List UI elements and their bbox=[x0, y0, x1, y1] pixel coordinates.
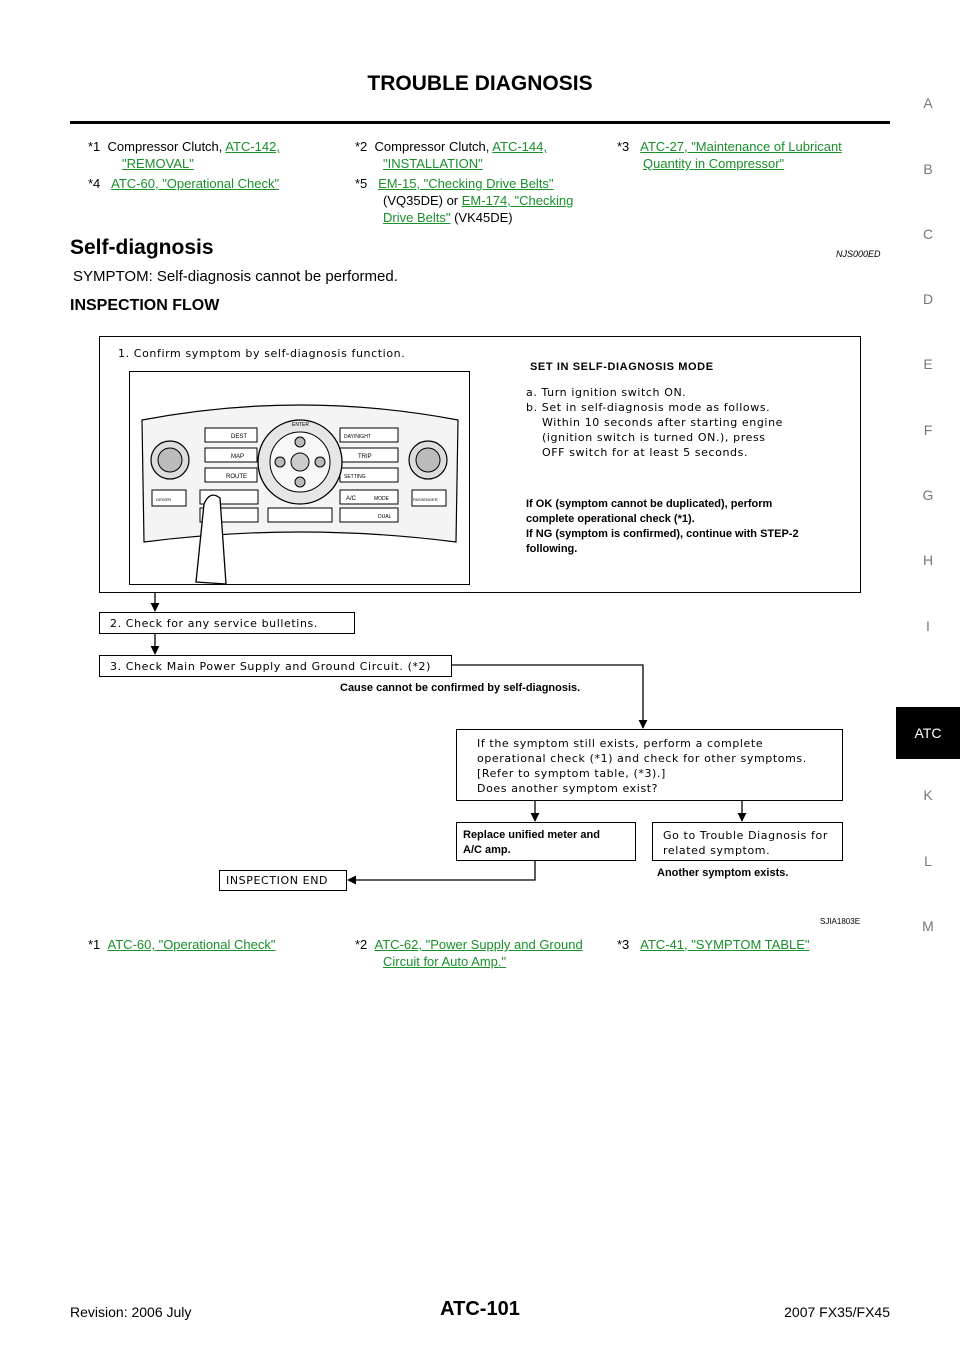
figure-id: SJIA1803E bbox=[820, 917, 861, 926]
side-index-a[interactable]: A bbox=[923, 95, 933, 111]
step-2-box: 2. Check for any service bulletins. bbox=[99, 612, 355, 634]
mode-title: SET IN SELF-DIAGNOSIS MODE bbox=[530, 361, 714, 373]
step-1-text: 1. Confirm symptom by self-diagnosis function. bbox=[118, 347, 406, 360]
page-header-title: TROUBLE DIAGNOSIS bbox=[367, 72, 593, 95]
bottom-ref-2: *2 ATC-62, "Power Supply and Ground Circuit for Auto Amp." bbox=[355, 937, 583, 969]
control-panel-figure bbox=[129, 371, 470, 585]
side-index-k[interactable]: K bbox=[923, 787, 933, 803]
driver-label: DRIVER bbox=[156, 497, 172, 502]
bottom-link-atc-62[interactable]: ATC-62, "Power Supply and Ground bbox=[374, 937, 583, 952]
side-index-c[interactable]: C bbox=[922, 226, 934, 242]
mode-instructions: a. Turn ignition switch ON. b. Set in self-diagnosis mode as follows. Within 10 seconds after starting engine (ignition switch is turned ON.), press OFF switch for at least 5 seconds. bbox=[526, 386, 784, 459]
section-tag: NJS000ED bbox=[836, 249, 881, 259]
bottom-link-atc-60[interactable]: ATC-60, "Operational Check" bbox=[107, 937, 276, 952]
top-ref-4: *4 ATC-60, "Operational Check" bbox=[88, 176, 280, 191]
side-index-b[interactable]: B bbox=[923, 161, 933, 177]
mode-label: MODE bbox=[374, 496, 389, 502]
ac-label: A/C bbox=[346, 496, 357, 502]
side-index-e[interactable]: E bbox=[923, 356, 933, 372]
footer-model: 2007 FX35/FX45 bbox=[784, 1304, 890, 1320]
dual-label: DUAL bbox=[378, 514, 392, 520]
top-ref-2: *2 Compressor Clutch, ATC-144, "INSTALLATION" bbox=[355, 139, 547, 171]
ref-link-lubricant[interactable]: Quantity in Compressor" bbox=[643, 156, 785, 171]
bottom-link-auto-amp[interactable]: Circuit for Auto Amp." bbox=[383, 954, 507, 969]
question-box: If the symptom still exists, perform a complete operational check (*1) and check for other symptoms. [Refer to symptom table, (*3).] Does another symptom exist? bbox=[456, 729, 843, 801]
footer-revision: Revision: 2006 July bbox=[70, 1304, 192, 1320]
ok-ng-instructions: If OK (symptom cannot be duplicated), perform complete operational check (*1). If NG (symptom is confirmed), continue with STEP-2 following. bbox=[526, 498, 799, 555]
ref-link-em-174[interactable]: EM-174, "Checking bbox=[461, 193, 574, 208]
ref-link-atc-144[interactable]: ATC-144, bbox=[492, 139, 547, 154]
section-title: Self-diagnosis bbox=[70, 236, 214, 259]
top-ref-3: *3 ATC-27, "Maintenance of Lubricant Quantity in Compressor" bbox=[617, 139, 842, 171]
step-1-box bbox=[99, 336, 861, 593]
ref-link-em-15[interactable]: EM-15, "Checking Drive Belts" bbox=[378, 176, 554, 191]
ref-link-atc-27[interactable]: ATC-27, "Maintenance of Lubricant bbox=[640, 139, 842, 154]
top-ref-5: *5 EM-15, "Checking Drive Belts" (VQ35DE) or EM-174, "Checking Drive Belts" (VK45DE) bbox=[355, 176, 574, 225]
enter-button[interactable] bbox=[291, 453, 309, 471]
step-3-box: 3. Check Main Power Supply and Ground Circuit. (*2) bbox=[99, 655, 452, 677]
ref-link-removal[interactable]: "REMOVAL" bbox=[122, 156, 194, 171]
cause-note: Cause cannot be confirmed by self-diagnosis. bbox=[340, 682, 581, 694]
side-index-l[interactable]: L bbox=[924, 853, 932, 869]
bottom-link-atc-41[interactable]: ATC-41, "SYMPTOM TABLE" bbox=[640, 937, 810, 952]
map-label: MAP bbox=[231, 454, 245, 460]
footer-page-number: ATC-101 bbox=[440, 1298, 520, 1320]
inspection-flow-title: INSPECTION FLOW bbox=[70, 297, 220, 314]
side-index-f[interactable]: F bbox=[923, 422, 933, 438]
trip-label: TRIP bbox=[358, 454, 372, 460]
symptom-text: SYMPTOM: Self-diagnosis cannot be performed. bbox=[73, 268, 398, 285]
side-index-i[interactable]: I bbox=[926, 618, 930, 634]
side-index-h[interactable]: H bbox=[922, 552, 934, 568]
bottom-ref-3: *3 ATC-41, "SYMPTOM TABLE" bbox=[617, 937, 810, 952]
dest-label: DEST bbox=[231, 434, 248, 440]
goto-box: Go to Trouble Diagnosis for related symptom. bbox=[652, 822, 843, 861]
side-index-d[interactable]: D bbox=[922, 291, 934, 307]
another-note: Another symptom exists. bbox=[657, 867, 789, 879]
side-index-m[interactable]: M bbox=[922, 918, 934, 934]
ref-link-atc-142[interactable]: ATC-142, bbox=[225, 139, 280, 154]
inspection-end-box: INSPECTION END bbox=[219, 870, 347, 891]
side-index-g[interactable]: G bbox=[922, 487, 934, 503]
daynight-label: DAY/NIGHT bbox=[344, 434, 371, 440]
ref-link-atc-60[interactable]: ATC-60, "Operational Check" bbox=[111, 176, 280, 191]
ref-link-drive-belts[interactable]: Drive Belts" bbox=[383, 210, 451, 225]
control-panel-illustration bbox=[130, 372, 469, 584]
ref-link-installation[interactable]: "INSTALLATION" bbox=[383, 156, 483, 171]
side-index-atc-active[interactable]: ATC bbox=[896, 707, 960, 759]
setting-label: SETTING bbox=[344, 474, 366, 480]
top-ref-1: *1 Compressor Clutch, ATC-142, "REMOVAL" bbox=[88, 139, 280, 171]
route-label: ROUTE bbox=[226, 474, 247, 480]
enter-label: ENTER bbox=[292, 422, 309, 428]
passenger-label: PASSENGER bbox=[413, 497, 438, 502]
bottom-ref-1: *1 ATC-60, "Operational Check" bbox=[88, 937, 276, 952]
replace-box: Replace unified meter and A/C amp. bbox=[456, 822, 636, 861]
